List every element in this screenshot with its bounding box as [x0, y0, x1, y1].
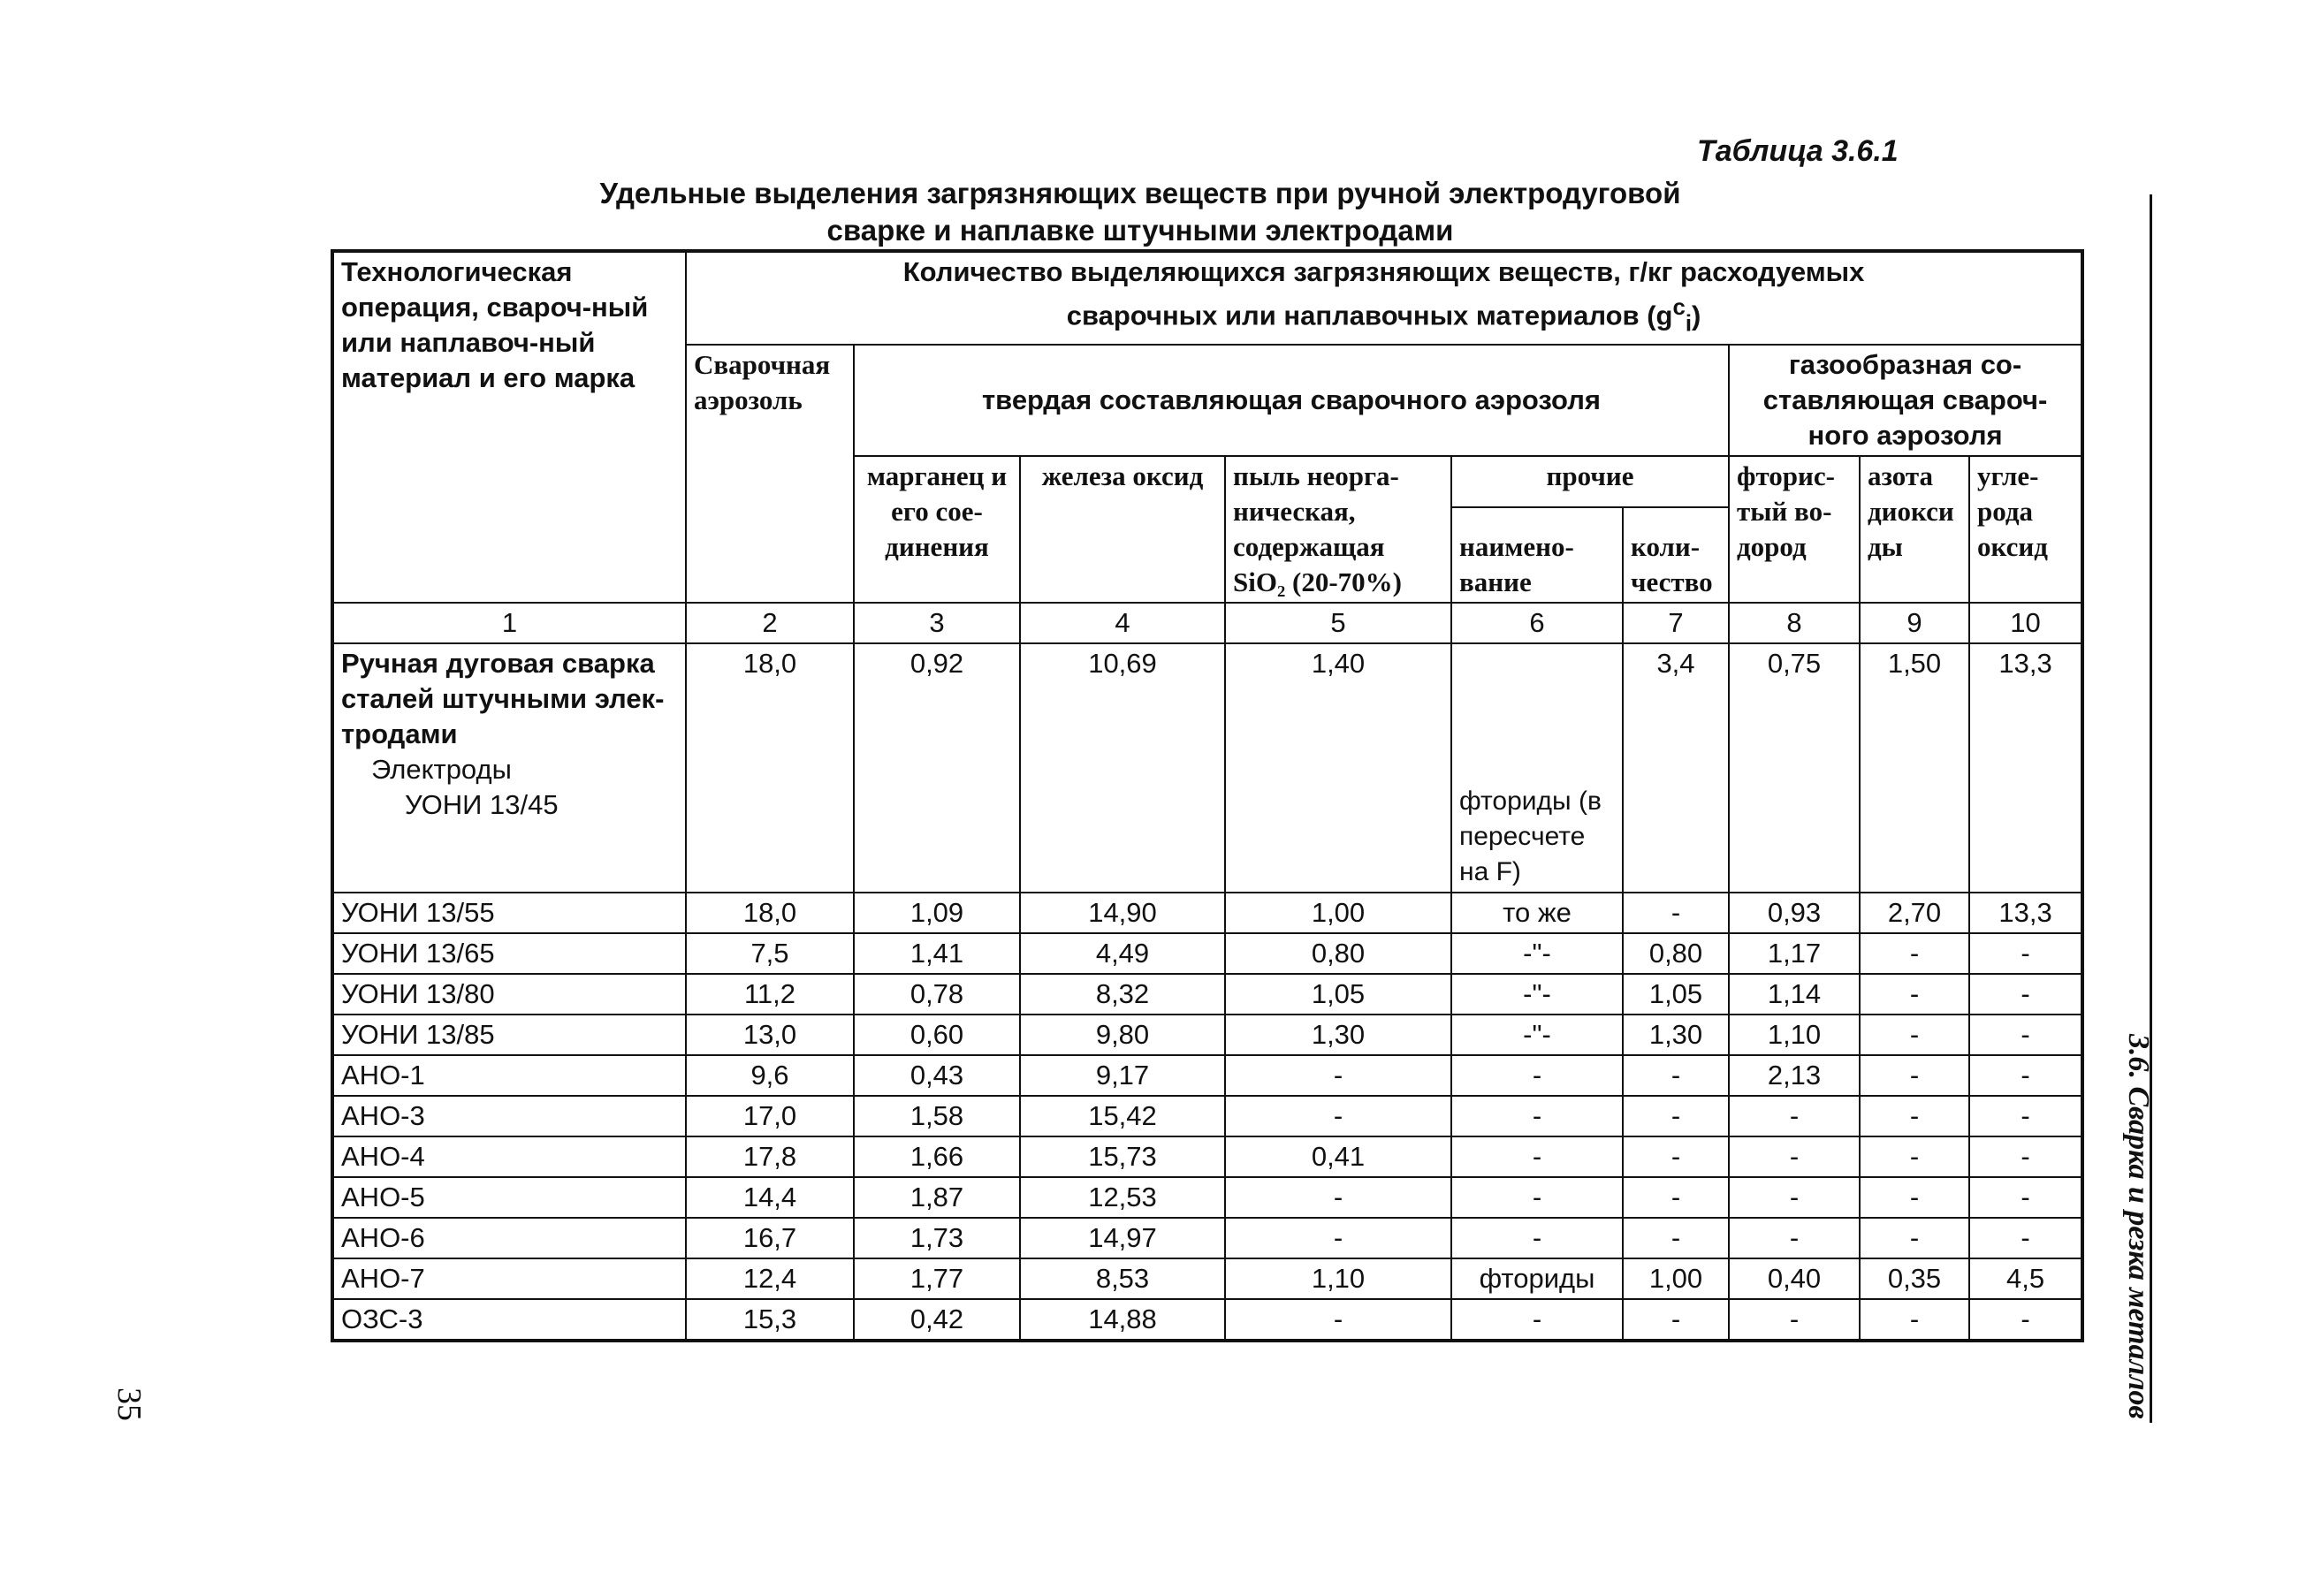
cell-other-name: - [1451, 1096, 1623, 1136]
cell-other-qty: - [1623, 893, 1729, 933]
cell-hydrogen-fluoride: 2,13 [1729, 1055, 1860, 1096]
table-row [332, 1299, 2082, 1341]
cell-dust: - [1225, 1299, 1451, 1341]
cell-other-qty: 1,00 [1623, 1258, 1729, 1299]
cell-carbon-oxide: - [1969, 1218, 2082, 1258]
row-name: УОНИ 13/55 [332, 893, 686, 933]
table-row [332, 893, 2082, 933]
cell-carbon-oxide: - [1969, 974, 2082, 1015]
cell-aerosol: 7,5 [686, 933, 854, 974]
column-number: 8 [1729, 603, 1860, 643]
table-row [332, 1258, 2082, 1299]
table-row [332, 1055, 2082, 1096]
header-quantity [686, 251, 2082, 345]
cell-iron-oxide: 9,80 [1020, 1015, 1225, 1055]
header-quantity-sub: i [1685, 311, 1693, 337]
cell-nitrogen-dioxide: 0,35 [1860, 1258, 1969, 1299]
cell-hydrogen-fluoride: - [1729, 1136, 1860, 1177]
cell-hydrogen-fluoride: 0,40 [1729, 1258, 1860, 1299]
cell-other-qty: 3,4 [1623, 643, 1729, 893]
header-quantity-b: сварочных или наплавочных материалов (g [1066, 300, 1673, 331]
header-manganese: марганец и его сое-динения [854, 456, 1020, 603]
cell-aerosol: 9,6 [686, 1055, 854, 1096]
cell-carbon-oxide: 13,3 [1969, 893, 2082, 933]
cell-other-name: - [1451, 1136, 1623, 1177]
cell-carbon-oxide: 4,5 [1969, 1258, 2082, 1299]
cell-carbon-oxide: - [1969, 1136, 2082, 1177]
row-name: АНО-6 [332, 1218, 686, 1258]
cell-hydrogen-fluoride: 1,17 [1729, 933, 1860, 974]
header-dust: пыль неорга-ническая, содержащая SiO₂ (20-70%) [1225, 456, 1451, 603]
cell-dust: 1,40 [1225, 643, 1451, 893]
side-section-title: 3.6. Сварка и резка металлов [2122, 1034, 2155, 1419]
cell-iron-oxide: 12,53 [1020, 1177, 1225, 1218]
cell-iron-oxide: 10,69 [1020, 643, 1225, 893]
cell-aerosol: 15,3 [686, 1299, 854, 1341]
cell-hydrogen-fluoride: 0,75 [1729, 643, 1860, 893]
cell-carbon-oxide: 13,3 [1969, 643, 2082, 893]
cell-hydrogen-fluoride: 0,93 [1729, 893, 1860, 933]
row-name: АНО-3 [332, 1096, 686, 1136]
cell-hydrogen-fluoride: - [1729, 1299, 1860, 1341]
cell-nitrogen-dioxide: - [1860, 1015, 1969, 1055]
cell-carbon-oxide: - [1969, 1015, 2082, 1055]
cell-manganese: 1,41 [854, 933, 1020, 974]
cell-hydrogen-fluoride: - [1729, 1218, 1860, 1258]
cell-nitrogen-dioxide: - [1860, 1218, 1969, 1258]
row-name: ОЗС-3 [332, 1299, 686, 1341]
row-name: АНО-1 [332, 1055, 686, 1096]
cell-carbon-oxide: - [1969, 1055, 2082, 1096]
cell-nitrogen-dioxide: - [1860, 1136, 1969, 1177]
header-aerosol: Сварочная аэрозоль [686, 345, 854, 603]
page-number: 35 [110, 1387, 148, 1421]
table-row [332, 1015, 2082, 1055]
cell-other-name: - [1451, 1177, 1623, 1218]
cell-other-name: фториды [1451, 1258, 1623, 1299]
column-number: 6 [1451, 603, 1623, 643]
header-carbon-oxide: угле-рода оксид [1969, 456, 2082, 603]
cell-iron-oxide: 8,32 [1020, 974, 1225, 1015]
cell-dust: - [1225, 1177, 1451, 1218]
cell-other-qty: - [1623, 1218, 1729, 1258]
header-other-qty: коли-чество [1623, 507, 1729, 602]
cell-other-qty: 0,80 [1623, 933, 1729, 974]
cell-iron-oxide: 14,90 [1020, 893, 1225, 933]
table-row [332, 974, 2082, 1015]
cell-carbon-oxide: - [1969, 1096, 2082, 1136]
cell-aerosol: 14,4 [686, 1177, 854, 1218]
table-title [495, 175, 1785, 249]
cell-nitrogen-dioxide: - [1860, 1299, 1969, 1341]
cell-aerosol: 12,4 [686, 1258, 854, 1299]
cell-manganese: 1,66 [854, 1136, 1020, 1177]
group-subtitle: Электроды [371, 753, 512, 785]
cell-nitrogen-dioxide: - [1860, 1096, 1969, 1136]
cell-other-qty: 1,05 [1623, 974, 1729, 1015]
table-body [332, 893, 2082, 1341]
row-name: АНО-4 [332, 1136, 686, 1177]
table-label: Таблица 3.6.1 [1697, 134, 1899, 168]
table-row [332, 1136, 2082, 1177]
cell-other-name: -"- [1451, 1015, 1623, 1055]
cell-manganese: 0,78 [854, 974, 1020, 1015]
cell-iron-oxide: 9,17 [1020, 1055, 1225, 1096]
column-number: 7 [1623, 603, 1729, 643]
cell-dust: 0,80 [1225, 933, 1451, 974]
table-row [332, 1177, 2082, 1218]
cell-carbon-oxide: - [1969, 1299, 2082, 1341]
emissions-table [331, 249, 2084, 1342]
row-name: УОНИ 13/65 [332, 933, 686, 974]
cell-other-qty: - [1623, 1055, 1729, 1096]
column-numbers-row [332, 603, 2082, 643]
column-number: 5 [1225, 603, 1451, 643]
cell-carbon-oxide: - [1969, 933, 2082, 974]
cell-nitrogen-dioxide: - [1860, 974, 1969, 1015]
cell-hydrogen-fluoride: - [1729, 1096, 1860, 1136]
cell-manganese: 0,43 [854, 1055, 1020, 1096]
cell-iron-oxide: 8,53 [1020, 1258, 1225, 1299]
cell-dust: - [1225, 1218, 1451, 1258]
header-quantity-a: Количество выделяющихся загрязняющих веществ, г/кг расходуемых [902, 256, 1865, 287]
cell-other-qty: - [1623, 1177, 1729, 1218]
row-name: АНО-5 [332, 1177, 686, 1218]
header-quantity-sup: c [1672, 295, 1686, 320]
table-row-group-first [332, 643, 2082, 893]
header-quantity-end: ) [1692, 300, 1701, 331]
cell-iron-oxide: 14,88 [1020, 1299, 1225, 1341]
cell-dust: 1,30 [1225, 1015, 1451, 1055]
cell-carbon-oxide: - [1969, 1177, 2082, 1218]
cell-dust: - [1225, 1096, 1451, 1136]
cell-dust: 1,10 [1225, 1258, 1451, 1299]
cell-aerosol: 17,0 [686, 1096, 854, 1136]
row-name: УОНИ 13/80 [332, 974, 686, 1015]
row-name: УОНИ 13/85 [332, 1015, 686, 1055]
cell-other-qty: - [1623, 1136, 1729, 1177]
cell-other-name: -"- [1451, 974, 1623, 1015]
cell-nitrogen-dioxide: - [1860, 933, 1969, 974]
cell-dust: - [1225, 1055, 1451, 1096]
cell-nitrogen-dioxide: - [1860, 1055, 1969, 1096]
row-name: АНО-7 [332, 1258, 686, 1299]
cell-hydrogen-fluoride: 1,14 [1729, 974, 1860, 1015]
group-cell [332, 643, 686, 893]
cell-dust: 1,00 [1225, 893, 1451, 933]
cell-other-name: фториды (в пересчете на F) [1451, 643, 1623, 893]
header-gas: газообразная со-ставляющая свароч-ного аэрозоля [1729, 345, 2082, 456]
row-name: УОНИ 13/45 [405, 788, 559, 820]
column-number: 2 [686, 603, 854, 643]
column-number: 9 [1860, 603, 1969, 643]
cell-aerosol: 17,8 [686, 1136, 854, 1177]
cell-manganese: 0,42 [854, 1299, 1020, 1341]
cell-dust: 0,41 [1225, 1136, 1451, 1177]
cell-other-name: - [1451, 1299, 1623, 1341]
title-line-2: сварке и наплавке штучными электродами [826, 214, 1454, 247]
cell-manganese: 1,09 [854, 893, 1020, 933]
cell-manganese: 1,77 [854, 1258, 1020, 1299]
cell-other-name: - [1451, 1055, 1623, 1096]
table-row [332, 933, 2082, 974]
cell-nitrogen-dioxide: 2,70 [1860, 893, 1969, 933]
column-number: 1 [332, 603, 686, 643]
header-solid: твердая составляющая сварочного аэрозоля [854, 345, 1729, 456]
cell-dust: 1,05 [1225, 974, 1451, 1015]
cell-aerosol: 13,0 [686, 1015, 854, 1055]
cell-iron-oxide: 14,97 [1020, 1218, 1225, 1258]
cell-manganese: 1,58 [854, 1096, 1020, 1136]
cell-hydrogen-fluoride: 1,10 [1729, 1015, 1860, 1055]
cell-other-qty: - [1623, 1299, 1729, 1341]
cell-aerosol: 16,7 [686, 1218, 854, 1258]
cell-other-qty: 1,30 [1623, 1015, 1729, 1055]
cell-manganese: 1,87 [854, 1177, 1020, 1218]
cell-hydrogen-fluoride: - [1729, 1177, 1860, 1218]
cell-iron-oxide: 4,49 [1020, 933, 1225, 974]
cell-nitrogen-dioxide: 1,50 [1860, 643, 1969, 893]
column-number: 10 [1969, 603, 2082, 643]
table-row [332, 1218, 2082, 1258]
cell-aerosol: 11,2 [686, 974, 854, 1015]
cell-other-qty: - [1623, 1096, 1729, 1136]
cell-iron-oxide: 15,42 [1020, 1096, 1225, 1136]
header-iron-oxide: железа оксид [1020, 456, 1225, 603]
cell-other-name: -"- [1451, 933, 1623, 974]
header-other: прочие [1451, 456, 1729, 508]
cell-aerosol: 18,0 [686, 893, 854, 933]
column-number: 4 [1020, 603, 1225, 643]
title-line-1: Удельные выделения загрязняющих веществ при ручной электродуговой [599, 177, 1681, 209]
group-title: Ручная дуговая сварка сталей штучными элек-тродами [341, 647, 665, 749]
table-row [332, 1096, 2082, 1136]
header-hydrogen-fluoride: фторис-тый во-дород [1729, 456, 1860, 603]
header-operation: Технологическая операция, свароч-ный или наплавоч-ный материал и его марка [332, 251, 686, 603]
cell-other-name: то же [1451, 893, 1623, 933]
header-other-name: наимено-вание [1451, 507, 1623, 602]
cell-manganese: 0,60 [854, 1015, 1020, 1055]
cell-nitrogen-dioxide: - [1860, 1177, 1969, 1218]
cell-manganese: 0,92 [854, 643, 1020, 893]
cell-manganese: 1,73 [854, 1218, 1020, 1258]
cell-aerosol: 18,0 [686, 643, 854, 893]
header-nitrogen-dioxide: азота диокси ды [1860, 456, 1969, 603]
cell-other-name: - [1451, 1218, 1623, 1258]
cell-iron-oxide: 15,73 [1020, 1136, 1225, 1177]
column-number: 3 [854, 603, 1020, 643]
